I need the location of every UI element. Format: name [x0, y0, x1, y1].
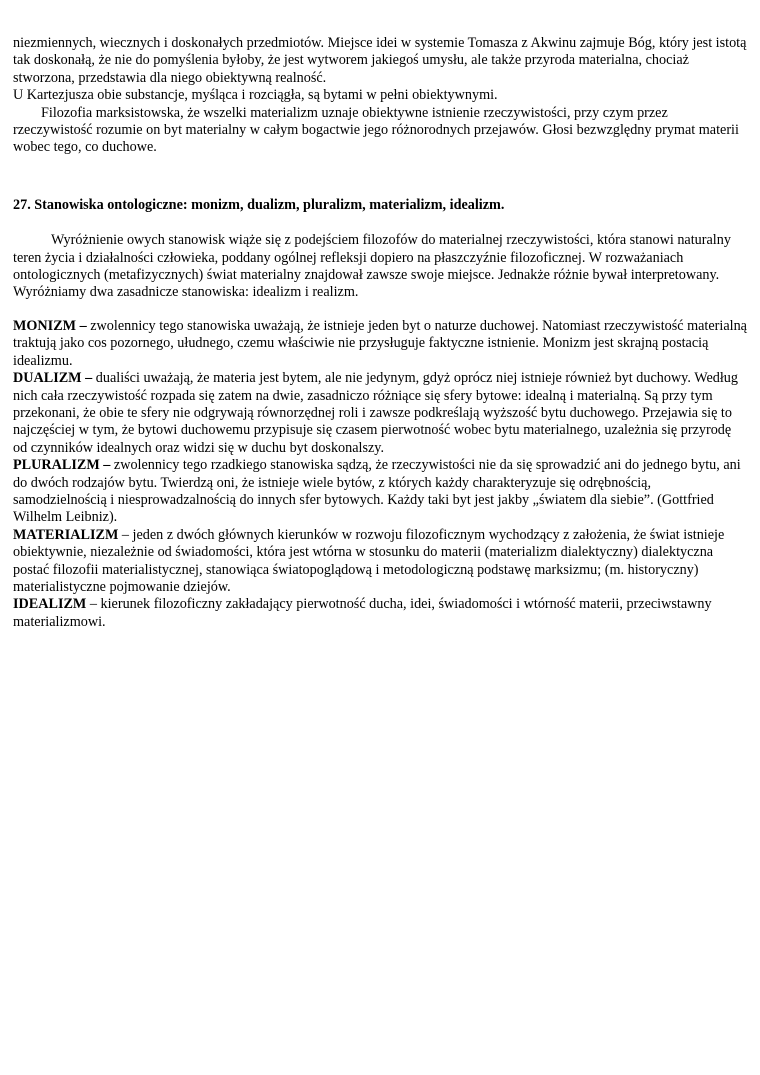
section-heading: 27. Stanowiska ontologiczne: monizm, dualizm, pluralizm, materializm, idealizm. — [13, 196, 505, 213]
definition-monizm — [13, 318, 748, 370]
term-idealizm: IDEALIZM — [13, 596, 87, 613]
definition-monizm-text: zwolennicy tego stanowiska uważają, że istnieje jeden byt o naturze duchowej. Natomiast rzeczywistość materialną traktują jako cos pozornego, ułudnego, czemu właściwie nie przysługuje faktyczne istnienie. Monizm jest skrajną postacią idealizmu. — [13, 317, 747, 369]
term-dualizm: DUALIZM – — [13, 370, 93, 387]
definition-pluralizm — [13, 457, 748, 527]
term-monizm: MONIZM – — [13, 317, 87, 334]
section-intro: Wyróżnienie owych stanowisk wiąże się z podejściem filozofów do materialnej rzeczywistości, która stanowi naturalny teren życia i działalności człowieka, poddany ogólnej refleksji dopiero na płaszczyźnie filozoficznej. W rozważaniach ontologicznych (metafizycznych) świat materialny znajdował zawsze swoje miejsce. Jednakże różnie bywał interpretowany. Wyróżniamy dwa zasadnicze stanowiska: idealizm i realizm. — [13, 232, 731, 301]
definition-dualizm-text: dualiści uważają, że materia jest bytem, ale nie jedynym, gdyż oprócz niej istnieje również byt duchowy. Według nich cała rzeczywistość rozpada się zatem na dwie, zasadniczo różniące się sfery bytowe: idealną i materialną. Są przy tym przekonani, że obie te sfery nie odgrywają równorzędnej roli i zawsze podkreślają wyższość bytu duchowego. Przejawia się to najczęściej w tym, że bytowi duchowemu przypisuje się czasem pierwotność wobec bytu materialnego, uzależnia się przyrodę od czynników idealnych oraz widzi się w duchu byt doskonalszy. — [13, 370, 738, 456]
intro-paragraph-1: niezmiennych, wiecznych i doskonałych przedmiotów. Miejsce idei w systemie Tomasza z Akwinu zajmuje Bóg, który jest istotą tak doskonałą, że nie do pomyślenia byłoby, że jest wytworem jakiegoś umysłu, ale także przyroda materialna, chociaż stworzona, przedstawia dla niego obiektywną realność. — [13, 35, 747, 86]
spacer — [13, 157, 748, 197]
definition-idealizm — [13, 596, 748, 631]
spacer — [13, 302, 748, 318]
spacer — [13, 214, 748, 232]
definition-materializm — [13, 527, 748, 597]
term-materializm: MATERIALIZM — [13, 526, 119, 543]
intro-paragraph-3: Filozofia marksistowska, że wszelki materializm uznaje obiektywne istnienie rzeczywistości, przy czym przez rzeczywistość rozumie on byt materialny w całym bogactwie jego różnorodnych przejawów. Głosi bezwzględny prymat materii wobec tego, co duchowe. — [13, 104, 739, 156]
definition-dualizm — [13, 370, 748, 457]
document-page — [13, 35, 748, 631]
definition-materializm-text: – jeden z dwóch głównych kierunków w rozwoju filozoficznym wychodzący z założenia, że świat istnieje obiektywnie, niezależnie od świadomości, która jest wtórna w stosunku do materii (materializm dialektyczny) dialektyczna postać filozofii materialistycznej, stanowiąca światopoglądową i metodologiczną podstawę marksizmu; (m. historyczny) materialistyczne pojmowanie dziejów. — [13, 526, 725, 595]
intro-paragraph-2: U Kartezjusza obie substancje, myśląca i rozciągła, są bytami w pełni obiektywnymi. — [13, 87, 498, 104]
term-pluralizm: PLURALIZM – — [13, 457, 111, 474]
definition-idealizm-text: – kierunek filozoficzny zakładający pierwotność ducha, idei, świadomości i wtórność materii, przeciwstawny materializmowi. — [13, 596, 712, 630]
definition-pluralizm-text: zwolennicy tego rzadkiego stanowiska sądzą, że rzeczywistości nie da się sprowadzić ani do jednego bytu, ani do dwóch rodzajów bytu. Twierdzą oni, że istnieje wiele bytów, z których każdy charakteryzuje się odrębnością, samodzielnością i niesprowadzalnością do innych sfer bytowych. Każdy taki byt jest jakby „światem dla siebie”. (Gottfried Wilhelm Leibniz). — [13, 457, 741, 526]
